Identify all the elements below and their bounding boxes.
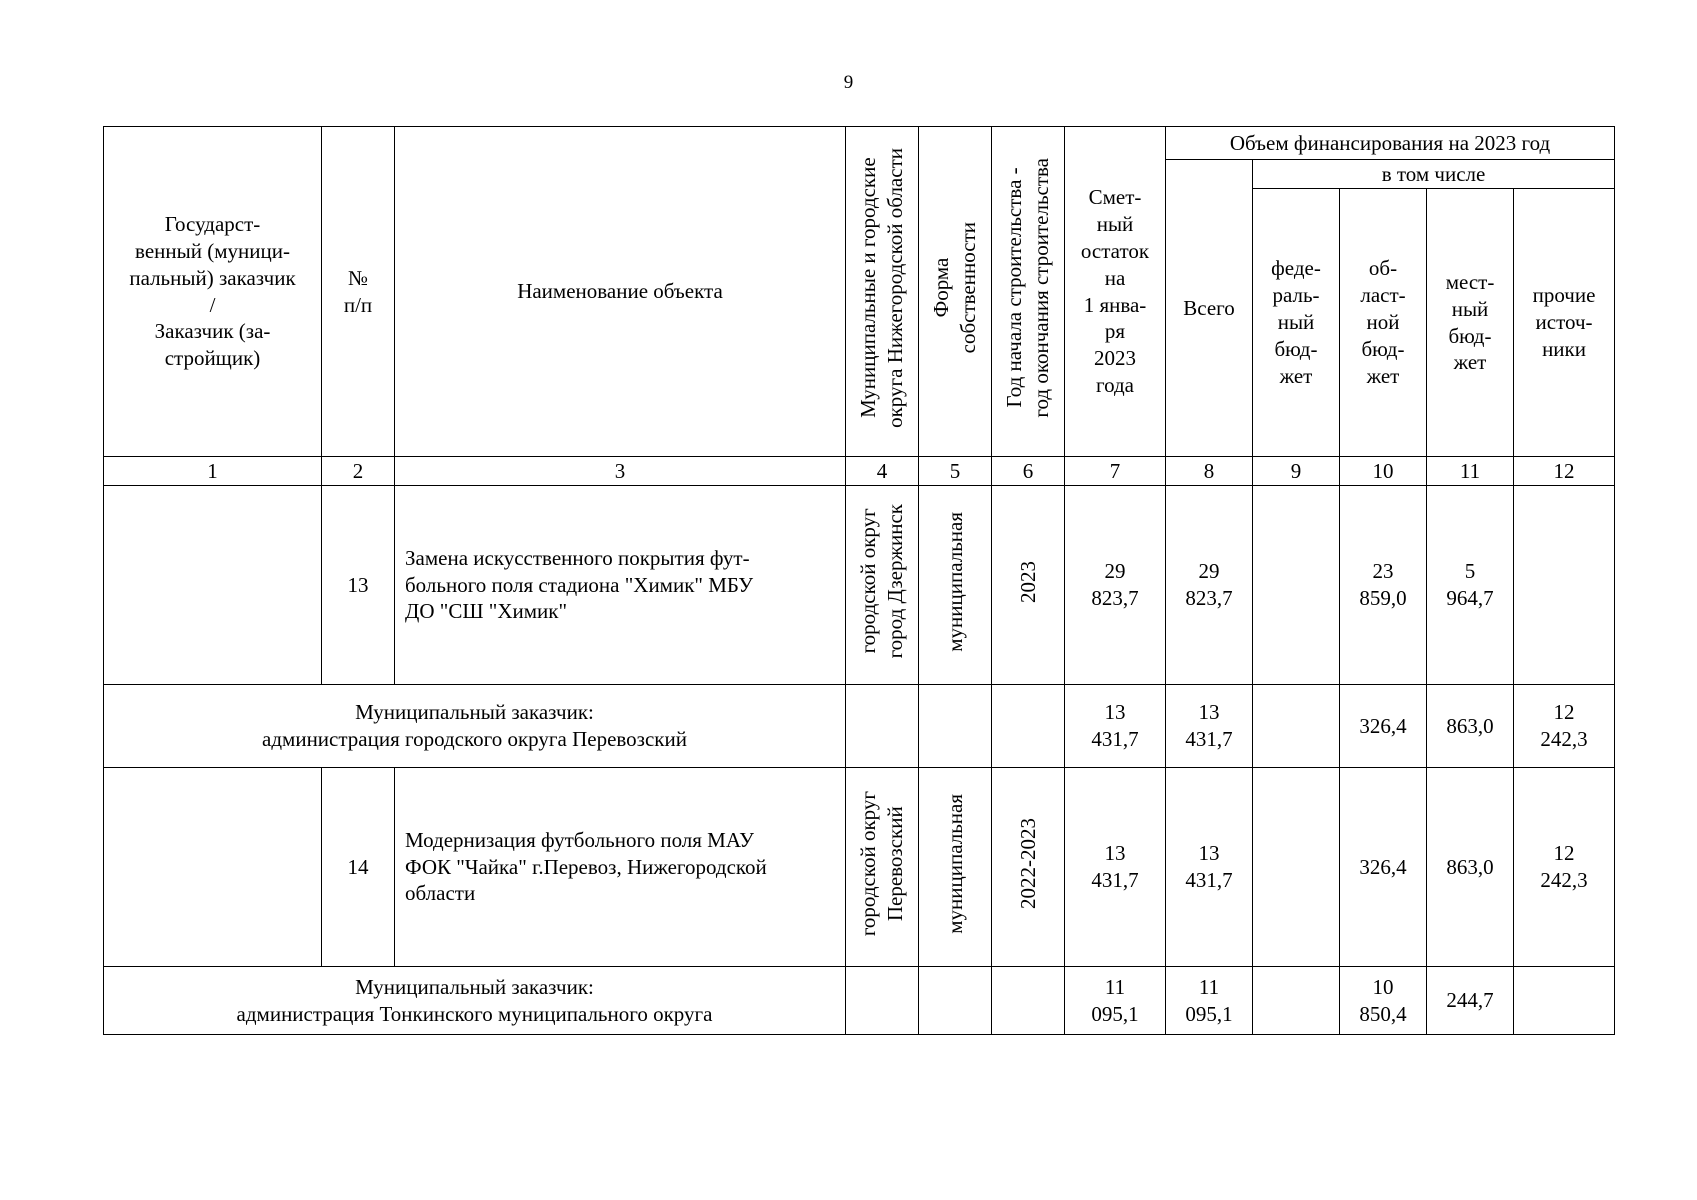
customer-label: Муниципальный заказчик: администрация городского округа Перевозский (104, 685, 846, 768)
column-number-cell: 1 (104, 457, 322, 486)
local-value: 244,7 (1427, 967, 1514, 1035)
regional-value: 326,4 (1340, 685, 1427, 768)
header-total: Всего (1166, 160, 1253, 457)
header-federal: феде- раль- ный бюд- жет (1253, 189, 1340, 457)
ownership-cell: муниципальная (919, 768, 992, 967)
regional-value: 326,4 (1340, 768, 1427, 967)
header-estimated-balance: Смет- ный остаток на 1 янва- ря 2023 года (1065, 127, 1166, 457)
customer-row (104, 967, 1615, 1035)
header-other: прочие источ- ники (1514, 189, 1615, 457)
total-value: 13 431,7 (1166, 768, 1253, 967)
other-value: 12 242,3 (1514, 685, 1615, 768)
header-number: № п/п (322, 127, 395, 457)
column-number-cell: 11 (1427, 457, 1514, 486)
column-number-cell: 12 (1514, 457, 1615, 486)
total-value: 11 095,1 (1166, 967, 1253, 1035)
other-value: 12 242,3 (1514, 768, 1615, 967)
column-numbers-row (104, 457, 1615, 486)
header-financing-total: Объем финансирования на 2023 год (1166, 127, 1615, 160)
column-number-cell: 7 (1065, 457, 1166, 486)
column-number-cell: 5 (919, 457, 992, 486)
municipality-cell (846, 967, 919, 1035)
years-cell: 2022-2023 (992, 768, 1065, 967)
estimated-balance-value: 11 095,1 (1065, 967, 1166, 1035)
customer-row (104, 685, 1615, 768)
ownership-cell (919, 967, 992, 1035)
header-object-name: Наименование объекта (395, 127, 846, 457)
federal-value (1253, 967, 1340, 1035)
customer-label: Муниципальный заказчик: администрация Тонкинского муниципального округа (104, 967, 846, 1035)
header-customer: Государст- венный (муници- пальный) заказчик / Заказчик (за- стройщик) (104, 127, 322, 457)
object-name: Модернизация футбольного поля МАУ ФОК "Чайка" г.Перевоз, Нижегородской области (395, 768, 846, 967)
column-number-cell: 8 (1166, 457, 1253, 486)
local-value: 863,0 (1427, 768, 1514, 967)
column-number-cell: 3 (395, 457, 846, 486)
local-value: 5 964,7 (1427, 486, 1514, 685)
object-row (104, 768, 1615, 967)
ownership-cell (919, 685, 992, 768)
column-number-cell: 4 (846, 457, 919, 486)
header-years: Год начала строительства - год окончания строительства (992, 127, 1065, 457)
years-cell (992, 967, 1065, 1035)
object-name: Замена искусственного покрытия фут- больного поля стадиона "Химик" МБУ ДО "СШ "Химик" (395, 486, 846, 685)
other-value (1514, 967, 1615, 1035)
column-number-cell: 2 (322, 457, 395, 486)
page-number: 9 (843, 72, 854, 93)
column-number-cell: 10 (1340, 457, 1427, 486)
regional-value: 23 859,0 (1340, 486, 1427, 685)
header-ownership: Форма собственности (919, 127, 992, 457)
federal-value (1253, 768, 1340, 967)
municipality-cell: городской округ Перевозский (846, 768, 919, 967)
object-row (104, 486, 1615, 685)
header-local: мест- ный бюд- жет (1427, 189, 1514, 457)
estimated-balance-value: 29 823,7 (1065, 486, 1166, 685)
customer-cell (104, 486, 322, 685)
estimated-balance-value: 13 431,7 (1065, 768, 1166, 967)
total-value: 13 431,7 (1166, 685, 1253, 768)
customer-cell (104, 768, 322, 967)
federal-value (1253, 685, 1340, 768)
object-number: 13 (322, 486, 395, 685)
total-value: 29 823,7 (1166, 486, 1253, 685)
ownership-cell: муниципальная (919, 486, 992, 685)
column-number-cell: 6 (992, 457, 1065, 486)
municipality-cell: городской округ город Дзержинск (846, 486, 919, 685)
header-municipality: Муниципальные и городские округа Нижегородской области (846, 127, 919, 457)
local-value: 863,0 (1427, 685, 1514, 768)
years-cell: 2023 (992, 486, 1065, 685)
municipality-cell (846, 685, 919, 768)
header-including: в том числе (1253, 160, 1615, 189)
object-number: 14 (322, 768, 395, 967)
other-value (1514, 486, 1615, 685)
regional-value: 10 850,4 (1340, 967, 1427, 1035)
column-number-cell: 9 (1253, 457, 1340, 486)
estimated-balance-value: 13 431,7 (1065, 685, 1166, 768)
federal-value (1253, 486, 1340, 685)
header-regional: об- ласт- ной бюд- жет (1340, 189, 1427, 457)
financing-table (103, 126, 1615, 1035)
years-cell (992, 685, 1065, 768)
